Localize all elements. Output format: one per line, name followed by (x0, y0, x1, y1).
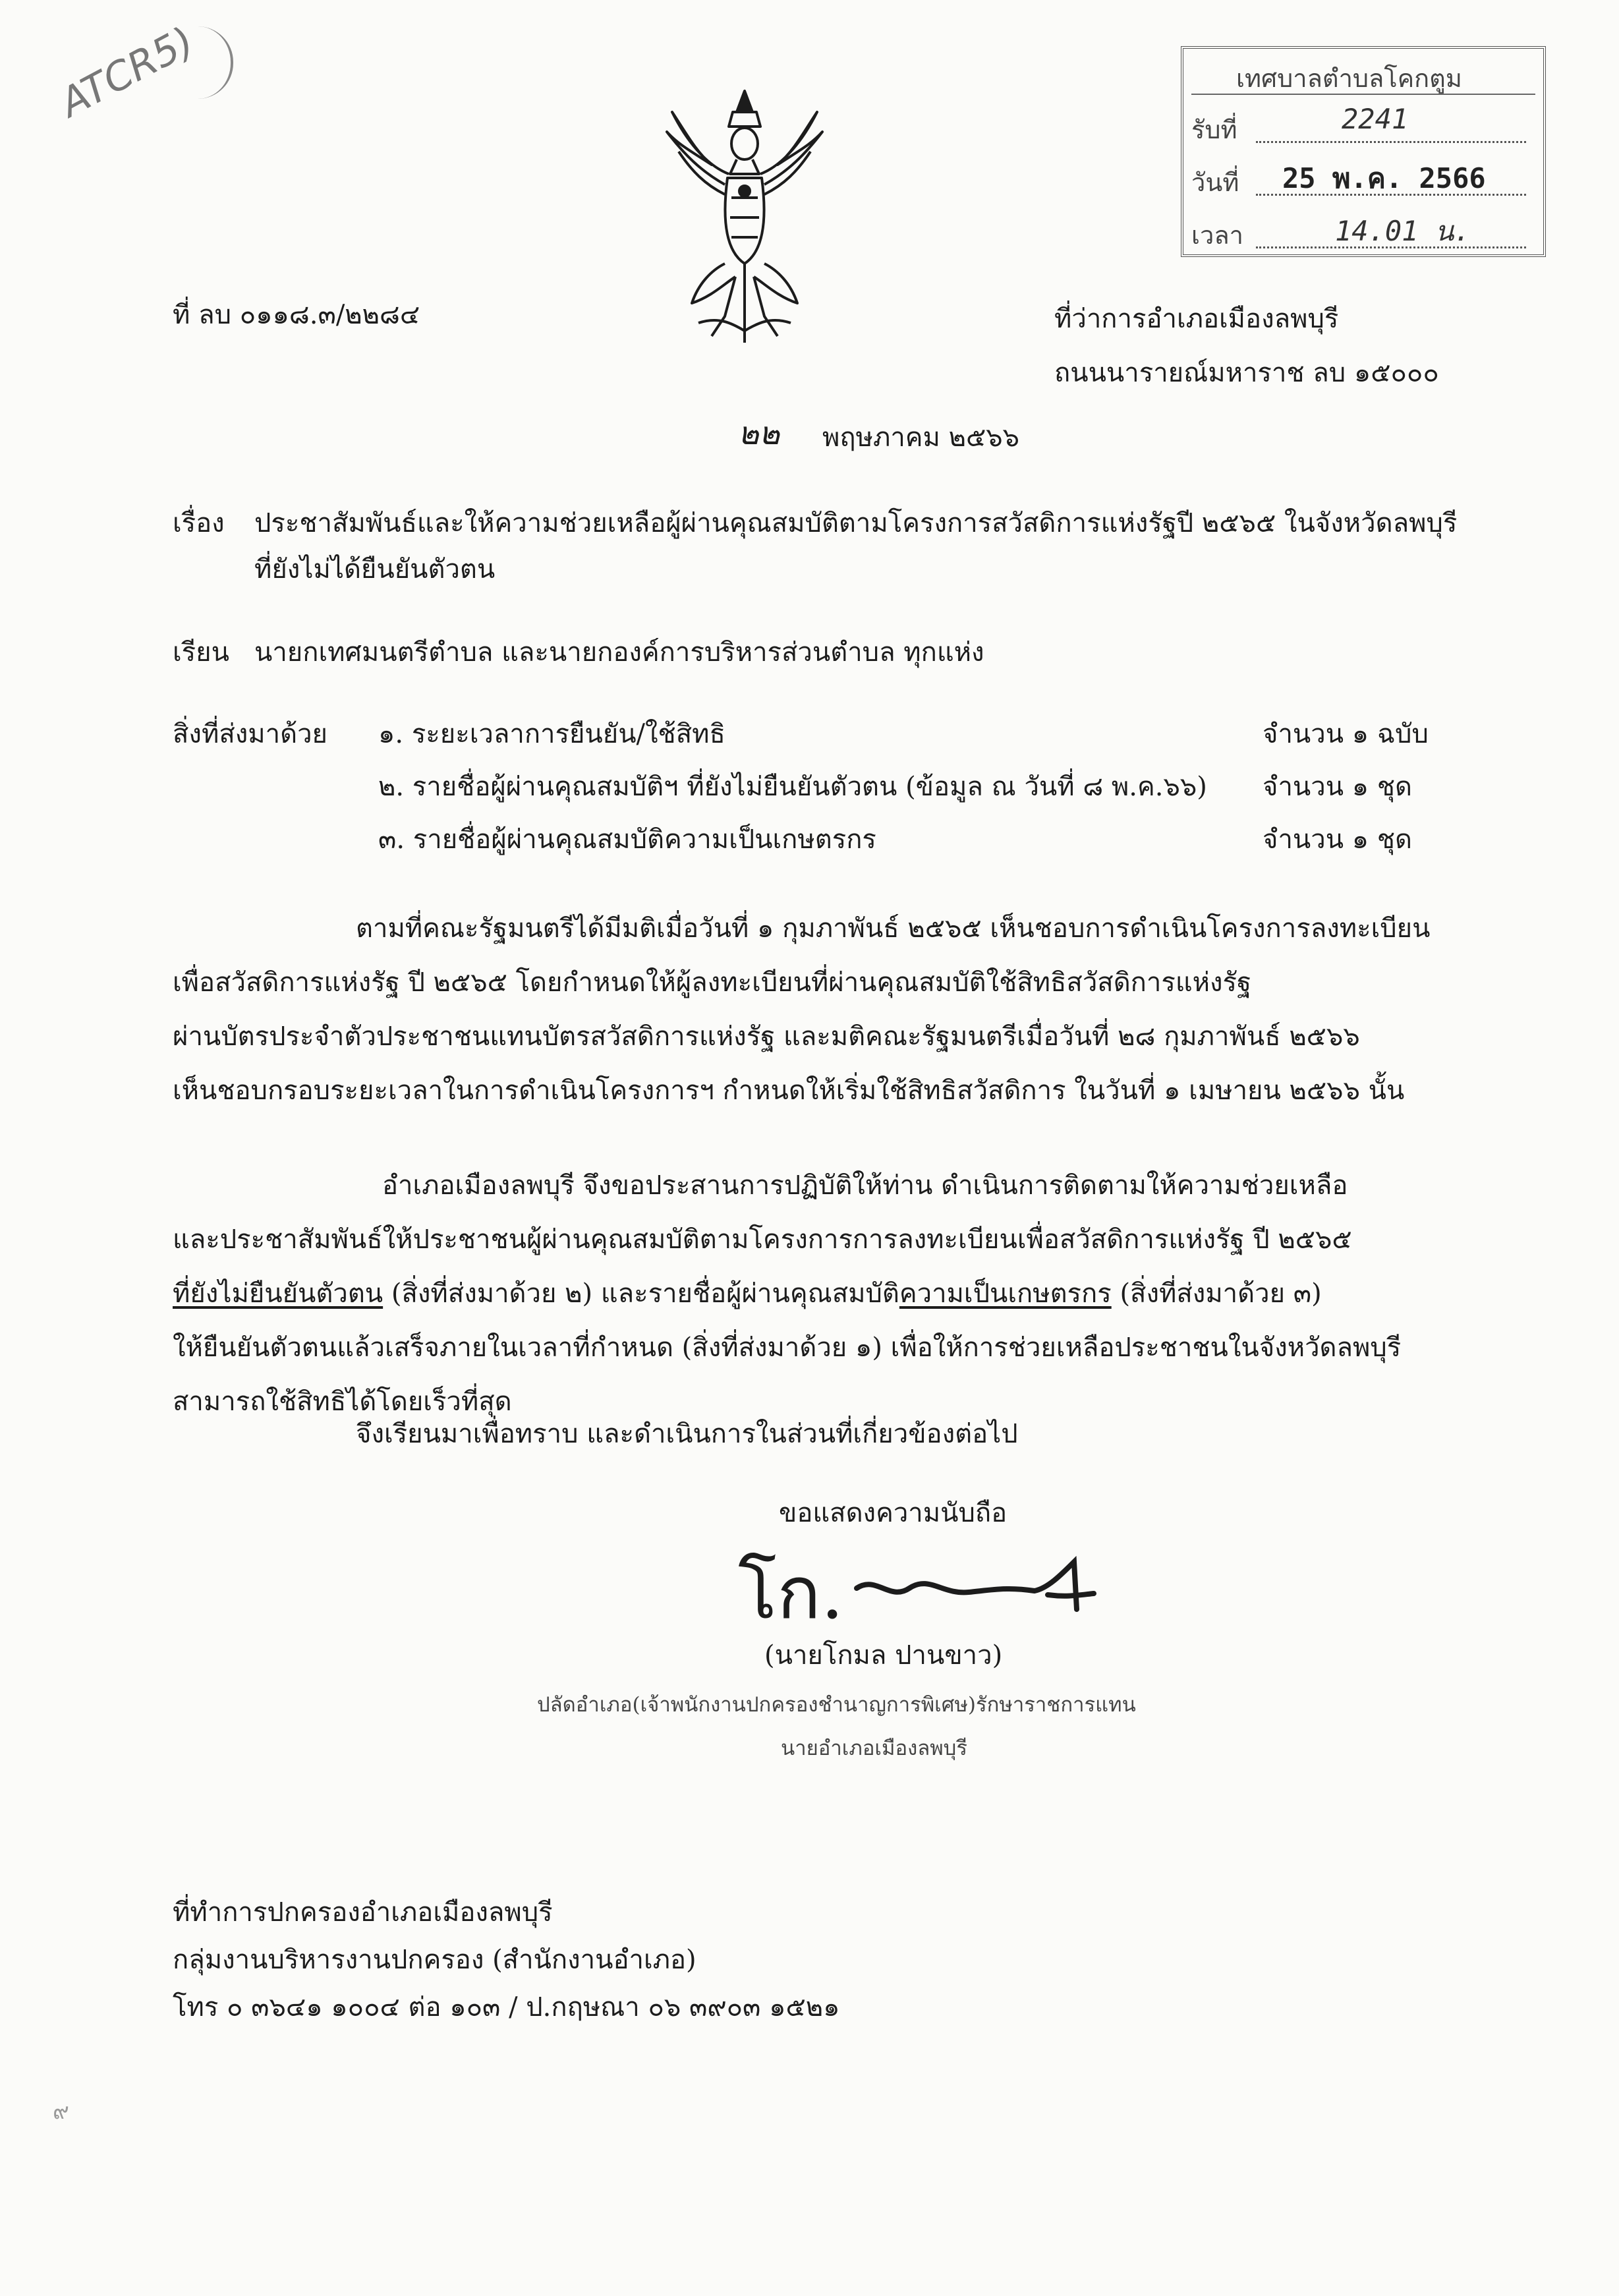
para2-line5: สามารถใช้สิทธิได้โดยเร็วที่สุด (173, 1387, 512, 1417)
stamp-time-label: เวลา (1191, 221, 1243, 250)
sender-address-line2: ถนนนารายณ์มหาราช ลบ ๑๕๐๐๐ (1054, 358, 1439, 388)
para1-line4: เห็นชอบกรอบระยะเวลาในการดำเนินโครงการฯ กำหนดให้เริ่มใช้สิทธิสวัสดิการ ในวันที่ ๑ เมษายน ๒๕๖๖ นั้น (173, 1076, 1405, 1106)
ref-number: ที่ ลบ ๐๑๑๘.๓/๒๒๘๔ (173, 300, 420, 330)
attachment-qty-3: จำนวน ๑ ชุด (1263, 824, 1412, 855)
attachment-qty-2: จำนวน ๑ ชุด (1263, 772, 1412, 802)
date-month-year: พฤษภาคม ๒๕๖๖ (822, 422, 1020, 453)
signer-name: (นายโกมล ปานขาว) (764, 1640, 1003, 1671)
para2-line4: ให้ยืนยันตัวตนแล้วเสร็จภายในเวลาที่กำหนด (สิ่งที่ส่งมาด้วย ๑) เพื่อให้การช่วยเหลือประชาชนในจังหวัดลพบุรี (173, 1333, 1402, 1363)
signature (738, 1535, 1107, 1635)
margin-note-bracket (198, 26, 233, 99)
receipt-stamp (1181, 46, 1546, 257)
regards: ขอแสดงความนับถือ (779, 1498, 1008, 1528)
stamp-receive-no: 2241 (1342, 103, 1409, 135)
to-label: เรียน (173, 637, 229, 668)
footer-line3: โทร ๐ ๓๖๔๑ ๑๐๐๔ ต่อ ๑๐๓ / ป.กฤษณา ๐๖ ๓๙๐๓ ๑๕๒๑ (173, 1992, 840, 2023)
subject-line2: ที่ยังไม่ได้ยืนยันตัวตน (254, 554, 496, 585)
para2-underline-farmer: ความเป็นเกษตรกร (899, 1278, 1112, 1309)
corner-mark: ๙ (53, 2098, 69, 2125)
subject-label: เรื่อง (173, 508, 225, 538)
stamp-receive-label: รับที่ (1191, 115, 1237, 144)
attachment-qty-1: จำนวน ๑ ฉบับ (1263, 719, 1429, 749)
stamp-date-label: วันที่ (1191, 168, 1239, 197)
margin-note: ATCR5) (53, 18, 202, 127)
date-day: ๒๒ (738, 415, 780, 452)
stamp-time-value: 14.01 น. (1335, 215, 1471, 247)
signature-stroke (850, 1549, 1100, 1621)
para2-underline-unverified: ที่ยังไม่ยืนยันตัวตน (173, 1278, 383, 1309)
signer-position2: นายอำเภอเมืองลพบุรี (781, 1736, 967, 1760)
signature-glyph: โก. (738, 1551, 844, 1635)
garuda-emblem-icon (659, 86, 830, 349)
to-text: นายกเทศมนตรีตำบล และนายกองค์การบริหารส่วนตำบล ทุกแห่ง (254, 637, 984, 668)
para1-line2: เพื่อสวัสดิการแห่งรัฐ ปี ๒๕๖๕ โดยกำหนดให้ผู้ลงทะเบียนที่ผ่านคุณสมบัติใช้สิทธิสวัสดิการแห่งรัฐ (173, 967, 1252, 998)
para2-line2: และประชาสัมพันธ์ให้ประชาชนผู้ผ่านคุณสมบัติตามโครงการการลงทะเบียนเพื่อสวัสดิการแห่งรัฐ ปี ๒๕๖๕ (173, 1224, 1352, 1255)
subject-line1: ประชาสัมพันธ์และให้ความช่วยเหลือผู้ผ่านคุณสมบัติตามโครงการสวัสดิการแห่งรัฐปี ๒๕๖๕ ในจังหวัดลพบุรี (254, 508, 1458, 538)
attachment-item-1: ๑. ระยะเวลาการยืนยัน/ใช้สิทธิ (378, 719, 725, 749)
closing-line: จึงเรียนมาเพื่อทราบ และดำเนินการในส่วนที่เกี่ยวข้องต่อไป (356, 1419, 1018, 1449)
para2-line1: อำเภอเมืองลพบุรี จึงขอประสานการปฏิบัติให้ท่าน ดำเนินการติดตามให้ความช่วยเหลือ (382, 1170, 1348, 1201)
stamp-org: เทศบาลตำบลโคกตูม (1236, 64, 1462, 93)
footer-line1: ที่ทำการปกครองอำเภอเมืองลพบุรี (173, 1897, 553, 1928)
stamp-divider (1191, 94, 1535, 95)
para1-line1: ตามที่คณะรัฐมนตรีได้มีมติเมื่อวันที่ ๑ กุมภาพันธ์ ๒๕๖๕ เห็นชอบการดำเนินโครงการลงทะเบียน (356, 913, 1431, 944)
sender-address-line1: ที่ว่าการอำเภอเมืองลพบุรี (1054, 304, 1339, 334)
stamp-date-value: 25 พ.ค. 2566 (1282, 162, 1486, 194)
attachments-label: สิ่งที่ส่งมาด้วย (173, 719, 327, 749)
signer-position1: ปลัดอำเภอ(เจ้าพนักงานปกครองชำนาญการพิเศษ)รักษาราชการแทน (537, 1693, 1136, 1717)
para2-line3-end: (สิ่งที่ส่งมาด้วย ๓) (1111, 1278, 1322, 1309)
attachment-item-2: ๒. รายชื่อผู้ผ่านคุณสมบัติฯ ที่ยังไม่ยืนยันตัวตน (ข้อมูล ณ วันที่ ๘ พ.ค.๖๖) (378, 772, 1207, 802)
attachment-item-3: ๓. รายชื่อผู้ผ่านคุณสมบัติความเป็นเกษตรกร (378, 824, 876, 855)
para2-line3-mid: (สิ่งที่ส่งมาด้วย ๒) และรายชื่อผู้ผ่านคุณสมบัติ (383, 1278, 899, 1309)
para2-line3 (173, 1267, 1322, 1321)
stamp-receive-dots (1256, 141, 1526, 143)
para1-line3: ผ่านบัตรประจำตัวประชาชนแทนบัตรสวัสดิการแห่งรัฐ และมติคณะรัฐมนตรีเมื่อวันที่ ๒๘ กุมภาพันธ์ ๒๕๖๖ (173, 1021, 1360, 1052)
footer-line2: กลุ่มงานบริหารงานปกครอง (สำนักงานอำเภอ) (173, 1945, 696, 1975)
